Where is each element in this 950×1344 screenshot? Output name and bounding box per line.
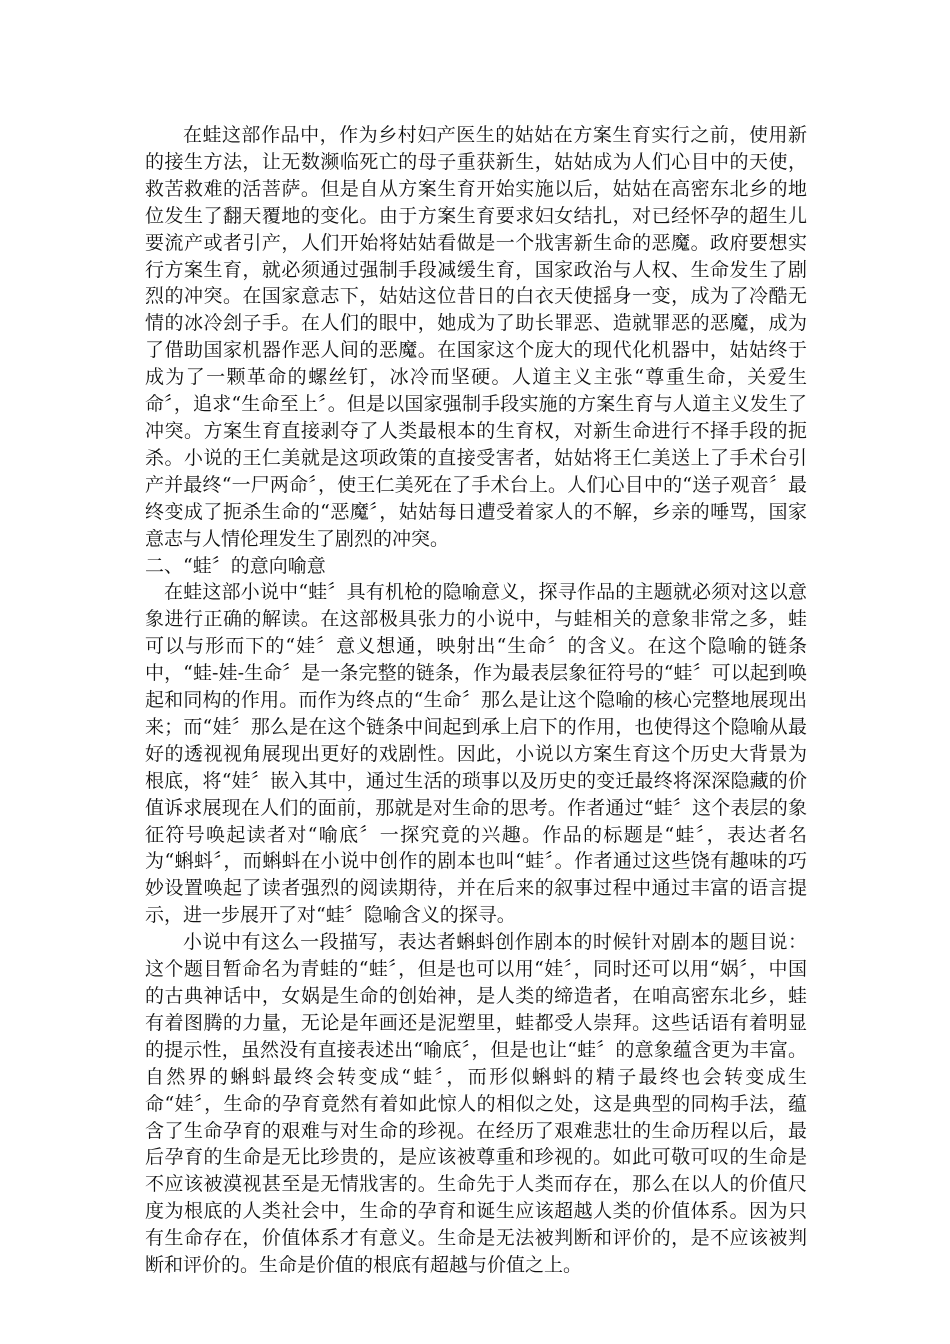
paragraph-1: 在蛙这部作品中，作为乡村妇产医生的姑姑在方案生育实行之前，使用新的接生方法，让无数濒临死亡的母子重获新生，姑姑成为人们心目中的天使，救苦救难的活菩萨。但是自从方案生育开始实施以后，姑姑在高密东北乡的地位发生了翻天覆地的变化。由于方案生育要求妇女结扎，对已经怀孕的超生儿要流产或者引产，人们开始将姑姑看做是一个戕害新生命的恶魔。政府要想实行方案生育，就必须通过强制手段减缓生育，国家政治与人权、生命发生了剧烈的冲突。在国家意志下，姑姑这位昔日的白衣天使摇身一变，成为了冷酷无情的冰冷刽子手。在人们的眼中，她成为了助长罪恶、造就罪恶的恶魔，成为了借助国家机器作恶人间的恶魔。在国家这个庞大的现代化机器中，姑姑终于成为了一颗革命的螺丝钉，冰冷而坚硬。人道主义主张“尊重生命，关爱生命〞，追求“生命至上〞。但是以国家强制手段实施的方案生育与人道主义发生了冲突。方案生育直接剥夺了人类最根本的生育权，对新生命进行不择手段的扼杀。小说的王仁美就是这项政策的直接受害者，姑姑将王仁美送上了手术台引产并最终“一尸两命〞，使王仁美死在了手术台上。人们心目中的“送子观音〞最终变成了扼杀生命的“恶魔〞，姑姑每日遭受着家人的不解，乡亲的唾骂，国家意志与人情伦理发生了剧烈的冲突。 — [145, 124, 807, 550]
document-page — [145, 122, 807, 1279]
paragraph-3: 小说中有这么一段描写，表达者蝌蚪创作剧本的时候针对剧本的题目说：这个题目暂命名为青蛙的“蛙〞，但是也可以用“娃〞，同时还可以用“娲〞，中国的古典神话中，女娲是生命的创始神，是人类的缔造者，在咱高密东北乡，蛙有着图腾的力量，无论是年画还是泥塑里，蛙都受人崇拜。这些话语有着明显的提示性，虽然没有直接表述出“喻底〞，但是也让“蛙〞的意象蕴含更为丰富。自然界的蝌蚪最终会转变成“蛙〞，而形似蝌蚪的精子最终也会转变成生命“娃〞，生命的孕育竟然有着如此惊人的相似之处，这是典型的同构手法，蕴含了生命孕育的艰难与对生命的珍视。在经历了艰难悲壮的生命历程以后，最后孕育的生命是无比珍贵的，是应该被尊重和珍视的。如此可敬可叹的生命是不应该被漠视甚至是无情戕害的。生命先于人类而存在，那么在以人的价值尺度为根底的人类社会中，生命的孕育和诞生应该超越人类的价值体系。因为只有生命存在，价值体系才有意义。生命是无法被判断和评价的，是不应该被判断和评价的。生命是价值的根底有超越与价值之上。 — [145, 931, 807, 1277]
paragraph-2: 在蛙这部小说中“蛙〞具有机枪的隐喻意义，探寻作品的主题就必须对这以意象进行正确的解读。在这部极具张力的小说中，与蛙相关的意象非常之多，蛙可以与形而下的“娃〞意义想通，映射出“生命〞的含义。在这个隐喻的链条中，“蛙-娃-生命〞是一条完整的链条，作为最表层象征符号的“蛙〞可以起到唤起和同构的作用。而作为终点的“生命〞那么是让这个隐喻的核心完整地展现出来；而“娃〞那么是在这个链条中间起到承上启下的作用，也使得这个隐喻从最好的透视视角展现出更好的戏剧性。因此，小说以方案生育这个历史大背景为根底，将“娃〞嵌入其中，通过生活的琐事以及历史的变迁最终将深深隐藏的价值诉求展现在人们的面前，那就是对生命的思考。作者通过“蛙〞这个表层的象征符号唤起读者对“喻底〞一探究竟的兴趣。作品的标题是“蛙〞，表达者名为“蝌蚪〞，而蝌蚪在小说中创作的剧本也叫“蛙〞。作者通过这些饶有趣味的巧妙设置唤起了读者强烈的阅读期待，并在后来的叙事过程中通过丰富的语言提示，进一步展开了对“蛙〞隐喻含义的探寻。 — [145, 581, 807, 927]
section-heading-2: 二、“蛙〞的意向喻意 — [145, 554, 326, 577]
